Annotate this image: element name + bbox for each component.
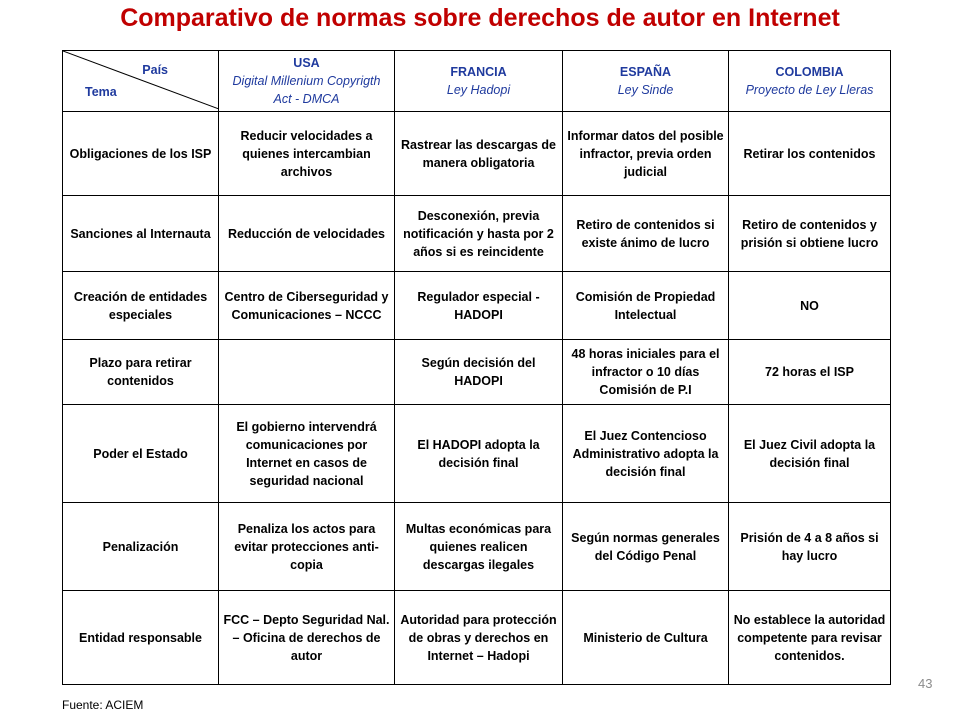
row-topic: Obligaciones de los ISP: [63, 112, 219, 196]
table-cell: Penaliza los actos para evitar protecciones anti-copia: [219, 503, 395, 591]
table-cell: Retiro de contenidos y prisión si obtiene lucro: [729, 196, 891, 272]
table-cell: Comisión de Propiedad Intelectual: [563, 272, 729, 340]
country-name: ESPAÑA: [619, 65, 672, 79]
row-topic: Creación de entidades especiales: [63, 272, 219, 340]
table-cell: No establece la autoridad competente para revisar contenidos.: [729, 591, 891, 685]
table-cell: El HADOPI adopta la decisión final: [395, 405, 563, 503]
corner-pais-label: País: [142, 63, 168, 77]
table-cell: Retiro de contenidos si existe ánimo de lucro: [563, 196, 729, 272]
table-cell: El Juez Contencioso Administrativo adopta la decisión final: [563, 405, 729, 503]
country-law: Digital Millenium Copyrigth Act - DMCA: [232, 74, 381, 106]
header-corner-cell: [63, 51, 219, 112]
table-cell: FCC – Depto Seguridad Nal. – Oficina de derechos de autor: [219, 591, 395, 685]
table-cell: El gobierno intervendrá comunicaciones por Internet en casos de seguridad nacional: [219, 405, 395, 503]
corner-tema-label: Tema: [85, 85, 117, 99]
country-law: Ley Sinde: [617, 83, 674, 97]
table-row: [63, 340, 891, 405]
country-law: Ley Hadopi: [446, 83, 511, 97]
table-cell: Según normas generales del Código Penal: [563, 503, 729, 591]
table-cell: Autoridad para protección de obras y derechos en Internet – Hadopi: [395, 591, 563, 685]
country-name: COLOMBIA: [775, 65, 844, 79]
table-header-row: [63, 51, 891, 112]
table-cell: [219, 340, 395, 405]
header-country-colombia: [729, 51, 891, 112]
header-country-espana: [563, 51, 729, 112]
table-row: [63, 503, 891, 591]
table-cell: 72 horas el ISP: [729, 340, 891, 405]
header-country-francia: [395, 51, 563, 112]
table-row: [63, 272, 891, 340]
country-name: USA: [293, 56, 320, 70]
row-topic: Poder el Estado: [63, 405, 219, 503]
table-cell: 48 horas iniciales para el infractor o 10 días Comisión de P.I: [563, 340, 729, 405]
table-row: [63, 112, 891, 196]
table-cell: Multas económicas para quienes realicen descargas ilegales: [395, 503, 563, 591]
table-row: [63, 196, 891, 272]
slide-title: Comparativo de normas sobre derechos de autor en Internet: [120, 4, 840, 32]
table-cell: El Juez Civil adopta la decisión final: [729, 405, 891, 503]
table-cell: Según decisión del HADOPI: [395, 340, 563, 405]
row-topic: Sanciones al Internauta: [63, 196, 219, 272]
row-topic: Entidad responsable: [63, 591, 219, 685]
table-cell: Centro de Ciberseguridad y Comunicaciones – NCCC: [219, 272, 395, 340]
source-note: Fuente: ACIEM: [62, 698, 144, 712]
row-topic: Plazo para retirar contenidos: [63, 340, 219, 405]
table-cell: Informar datos del posible infractor, previa orden judicial: [563, 112, 729, 196]
header-country-usa: [219, 51, 395, 112]
country-name: FRANCIA: [450, 65, 507, 79]
table-cell: Desconexión, previa notificación y hasta por 2 años si es reincidente: [395, 196, 563, 272]
table-cell: Prisión de 4 a 8 años si hay lucro: [729, 503, 891, 591]
row-topic: Penalización: [63, 503, 219, 591]
table-cell: Ministerio de Cultura: [563, 591, 729, 685]
table-row: [63, 405, 891, 503]
table-cell: Retirar los contenidos: [729, 112, 891, 196]
table-cell: NO: [729, 272, 891, 340]
table-cell: Rastrear las descargas de manera obligatoria: [395, 112, 563, 196]
country-law: Proyecto de Ley Lleras: [745, 83, 874, 97]
comparison-table: [62, 50, 891, 685]
page-number: 43: [918, 676, 933, 691]
table-row: [63, 591, 891, 685]
table-cell: Reducción de velocidades: [219, 196, 395, 272]
table-cell: Reducir velocidades a quienes intercambian archivos: [219, 112, 395, 196]
table-cell: Regulador especial - HADOPI: [395, 272, 563, 340]
